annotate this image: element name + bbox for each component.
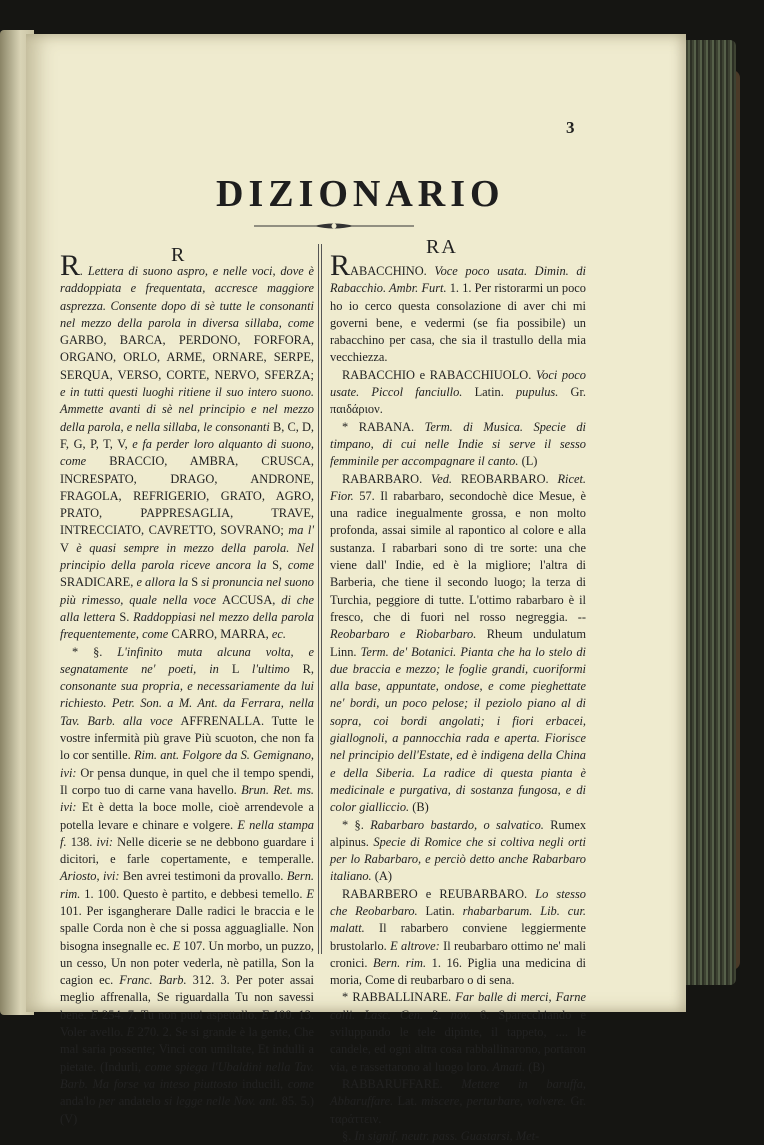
text-run: e fa perder loro alquanto di suono, come — [60, 436, 314, 469]
page-title: DIZIONARIO — [216, 173, 505, 215]
drop-capital: R — [60, 249, 81, 282]
text-run: AFFRENALLA. Tutte le vostre infermità più grave Più scuoton, che non fa lo cor sentille. — [60, 713, 314, 763]
text-run: miscere, perturbare, volvere. — [421, 1094, 571, 1109]
text-run: Rumex alpinus. — [330, 817, 587, 849]
text-run: Rabarbaro bastardo, o salvatico. — [370, 817, 551, 832]
text-run: R, — [302, 661, 314, 676]
text-run: RABARBERO e REUBARBARO. — [342, 886, 536, 901]
text-run: E — [172, 938, 184, 953]
text-run: inducili, — [242, 1076, 288, 1091]
entry-paragraph — [330, 886, 586, 990]
entry-paragraph — [330, 1076, 586, 1128]
text-run: Term. de' Botanici. Pianta che ha lo stelo di due braccia e mezzo; le foglie grandi, cuoriformi alla base, appuntate, ondose, e come pieghettate ne' bordi, un poco pelose; il peziolo piano al di sopra, coi bordi angolati; i fiori erbacei, giallognoli, a pannocchia rada e aperta. Fiorisce nel principio dell'Estate, ed è indigena della China e della Siberia. La radice di questa pianta è medicinale e purgativa, di sostanza fungosa, e di color gialliccio. — [330, 644, 586, 815]
text-run: 1. 16. Piglia una medicina di moria, Come di reubarbaro o di sena. — [330, 955, 586, 988]
text-run: * RABANA. — [342, 419, 425, 434]
text-run: E — [90, 1007, 103, 1022]
column-divider — [318, 244, 322, 954]
text-run: Bern. rim. — [373, 955, 432, 970]
text-run: Franc. Barb. — [119, 973, 193, 988]
text-run: nov. — [450, 1007, 480, 1022]
text-run: Latin. — [474, 385, 516, 400]
text-run: * RABBALLINARE. — [342, 990, 456, 1005]
text-run: (L) — [521, 454, 538, 469]
text-run: Latin. — [425, 903, 463, 918]
title-ornament — [254, 220, 414, 232]
book-page — [26, 34, 686, 1143]
text-run: Brun. Ret. ms. ivi: — [60, 782, 314, 815]
text-run: B, C, D, F, G, P, T, V, — [60, 419, 315, 451]
entry-paragraph — [330, 989, 586, 1075]
text-run: per — [98, 1094, 119, 1109]
text-run: REOBARBARO. — [460, 471, 558, 486]
entry-paragraph — [330, 817, 586, 886]
text-run: . Lettera di suono aspro, e nelle voci, dove è raddoppiata e frequentata, accresce maggiore asprezza. Consente dopo di sè tutte le consonanti nel mezzo della parola in diversa sillaba, come — [60, 264, 314, 330]
text-run: RABARBARO. — [342, 471, 432, 486]
text-run: Ben avrei testimoni da provallo. — [122, 869, 287, 884]
text-run: Bern. rim. — [60, 869, 314, 901]
text-run: 57. Il rabarbaro, secondochè dice Mesue, è una radice inegualmente grossa, e non molto profonda, assai simile al rapontico al colore e alla sustanza. I rabarbari sono di tre sorte: una che viene dall' Indie, ed è la migliore; l'altra di Barberia, che tiene il secondo luogo; la terza di Turchia, peggiore di tutte. L'ottimo rabarbaro è il fresco, che di fuori nel rosso negreggia. -- — [330, 488, 586, 624]
text-run: 2. — [432, 1007, 451, 1022]
text-run: 6. Sparecchiando e sviluppando le tele dipinte, il tappeto, .... le candele, ed ogni altra cosa rabballinarono, portaron via, e rassettarono al luogo loro. — [330, 1007, 586, 1074]
text-run: Term. di Musica. Specie di timpano, di cui nelle Indie si serve il sesso femminile per accompagnare il canto. — [330, 419, 586, 469]
entry-paragraph — [330, 471, 586, 817]
text-run: SRADICARE, — [60, 575, 137, 590]
text-run: Mettere in baruffa, Abbaruffare. — [330, 1076, 586, 1109]
text-run: In signif. neutr. pass. Guastarsi, Met- — [354, 1128, 540, 1143]
drop-capital: R — [330, 249, 351, 282]
text-run: rhabarbarum. Lib. cur. malatt. — [330, 903, 586, 936]
text-run: (A) — [374, 869, 392, 884]
text-run: (B) — [412, 800, 429, 815]
text-run: * §. — [342, 817, 371, 832]
text-run: BRACCIO, AMBRA, CRUSCA, INCRESPATO, DRAGO, ANDRONE, FRAGOLA, REFRIGERIO, GRATO, AGRO, PRATO, PAPPRESAGLIA, TRAVE, INTRECCIATO, CAVRETTO, SOVRANO; — [60, 454, 314, 538]
text-run: CARRO, MARRA, — [171, 627, 272, 642]
text-run: * §. — [72, 644, 118, 659]
text-run: S. — [119, 609, 134, 624]
text-run: si pronuncia nel suono più rimesso, quale nella voce — [60, 575, 314, 607]
entry-paragraph — [60, 644, 314, 1128]
entry-paragraph — [330, 419, 586, 471]
text-run: di che alla lettera — [60, 592, 314, 624]
text-run: andatelo — [118, 1094, 165, 1109]
text-run: ivi: — [96, 834, 118, 849]
text-run: e in tutti questi luoghi ritiene il suo intero suono. Ammette avanti di sè nel principio e nel mezzo della parola, e nella sillaba, le consonanti — [60, 385, 314, 434]
entry-paragraph — [330, 1128, 586, 1145]
text-run: Il rabarbero conviene leggiermente brustolarlo. — [330, 921, 586, 953]
text-run: E — [126, 1025, 138, 1040]
text-run: e allora la — [136, 575, 192, 590]
text-run: Rim. ant. Folgore da S. Gemignano, ivi: — [60, 748, 315, 780]
text-run: Amati. — [492, 1059, 529, 1074]
text-run: Voci poco usate. Piccol fanciullo. — [330, 367, 586, 400]
right-column — [330, 249, 587, 1145]
text-run: Lat. — [397, 1094, 422, 1109]
text-run: 100. 13. Voler avello. — [60, 1007, 314, 1040]
text-run: ma l' — [288, 523, 314, 538]
text-run: Et è detta la boce molle, cioè arrendevole a potella levare e chinare e volgere. — [60, 800, 314, 832]
text-run: E — [261, 1007, 273, 1022]
text-run: §. — [342, 1128, 355, 1143]
text-run: Far balle di merci, Farne colli. Lasc. Cen. — [330, 990, 586, 1022]
entry-paragraph — [330, 249, 586, 367]
text-run: 138. — [70, 834, 97, 849]
text-run: ec. — [271, 627, 286, 642]
text-run: Il reubarbaro ottimo ne' mali cronici. — [330, 938, 586, 970]
text-run: Ricet. Fior. — [330, 471, 586, 503]
text-run: Nelle dicerie se ne debbono guardare i dicitori, e farle copertamente, e temperalle. — [60, 834, 315, 867]
text-run: 85. 5.) (V) — [60, 1094, 314, 1126]
text-run: Ved. — [431, 471, 461, 486]
text-run: E nella stampa f. — [60, 817, 314, 849]
text-run: Gr. ταράττειν. — [330, 1094, 586, 1126]
text-run: V — [60, 540, 77, 555]
text-run: 107. Un morbo, un puzzo, un cesso, Un non poter vederla, nè patilla, Son la cagion ec. — [60, 938, 314, 988]
text-run: 1. 1. Per ristorarmi un poco ho io cerco questa consolazione di aver chi mi governi bene, e vedermi (se fia possibile) un rabacchino per casa, che sia il trastullo della mia vecchiezza. — [330, 281, 586, 365]
text-run: Rheum undulatum Linn. — [330, 627, 586, 659]
text-run: ABACCHINO. — [350, 264, 435, 278]
text-run: l'ultimo — [251, 661, 303, 676]
text-run: RABBARUFFARE. — [342, 1076, 462, 1091]
text-run: ACCUSA, — [222, 592, 282, 607]
text-run: Voce poco usata. Dimin. di Rabacchio. Ambr. Furt. — [330, 264, 586, 296]
text-run: come spiega l'Ubaldini nella Tav. Barb. Ma forse va inteso piuttosto — [60, 1059, 314, 1091]
text-run: Gr. παιδάριον. — [330, 385, 586, 417]
text-run: RABACCHIO e RABACCHIUOLO. — [342, 367, 536, 382]
text-run: è quasi sempre in mezzo della parola. Nel principio della parola riceve ancora la — [60, 540, 315, 573]
text-run: S — [191, 575, 202, 590]
text-run: si legge nelle Nov. ant. — [164, 1094, 282, 1109]
text-run: Or pensa dunque, in quel che il tempo spendi, Il corpo tuo di carne vana havello. — [60, 765, 315, 797]
text-run: come — [287, 1076, 314, 1091]
text-run: E — [306, 886, 314, 901]
text-run: come — [287, 558, 314, 573]
text-run: anda'lo — [60, 1094, 99, 1109]
text-run: Reobarbaro e Riobarbaro. — [330, 627, 487, 642]
text-run: 101. Per isgangherare Dalle radici le braccia e le spalle Corda non è che si possa agguaglialle. Non bisogna insegnalle ec. — [60, 903, 314, 953]
text-run: GARBO, BARCA, PERDONO, FORFORA, ORGANO, ORLO, ARME, ORNARE, SERPE, SERQUA, VERSO, CORTE, NERVO, SFERZA; — [60, 333, 314, 382]
left-column-heading: R — [171, 244, 187, 266]
text-run: Raddoppiasi nel mezzo della parola frequentemente, come — [60, 609, 314, 642]
text-run: E altrove: — [390, 938, 444, 953]
text-run: 312. 3. Per poter assai meglio affrenalla, Se riguardalla Tu non savessi bene. — [60, 973, 314, 1022]
text-run: Lo stesso che Reobarbaro. — [330, 886, 586, 918]
text-run: L — [231, 661, 252, 676]
page-number: 3 — [566, 118, 575, 137]
text-run: 1. 100. Questo è partito, e debbesi temello. — [84, 886, 307, 901]
text-run: Ariosto, ivi: — [60, 869, 123, 884]
text-run: Specie di Romice che si coltiva negli orti per lo Rabarbaro, e perciò detto anche Rabarbaro italiano. — [330, 834, 586, 884]
text-run: 270. 2. Se si grande è la gente, Che mal saria possente; Vinci con umiltate, Et indulli a pietate. (Indurli, — [60, 1025, 314, 1074]
text-run: L'infinito muta alcuna volta, e segnatamente ne' poeti, in — [60, 644, 315, 676]
text-run: 254. 7. Tu non puoi aspettallo. — [102, 1007, 262, 1022]
book-page-edges — [680, 40, 736, 985]
text-run: pupulus. — [515, 385, 571, 400]
text-run: consonante sua propria, e necessariamente da lui richiesto. Petr. Son. a M. Ant. da Ferrara, nella Tav. Barb. alla voce — [60, 679, 314, 728]
entry-paragraph — [60, 249, 315, 644]
text-run: S, — [272, 558, 288, 573]
text-run: (B) — [528, 1059, 545, 1074]
left-column — [60, 249, 315, 1128]
right-column-heading: RA — [426, 236, 458, 258]
entry-paragraph — [330, 367, 586, 419]
